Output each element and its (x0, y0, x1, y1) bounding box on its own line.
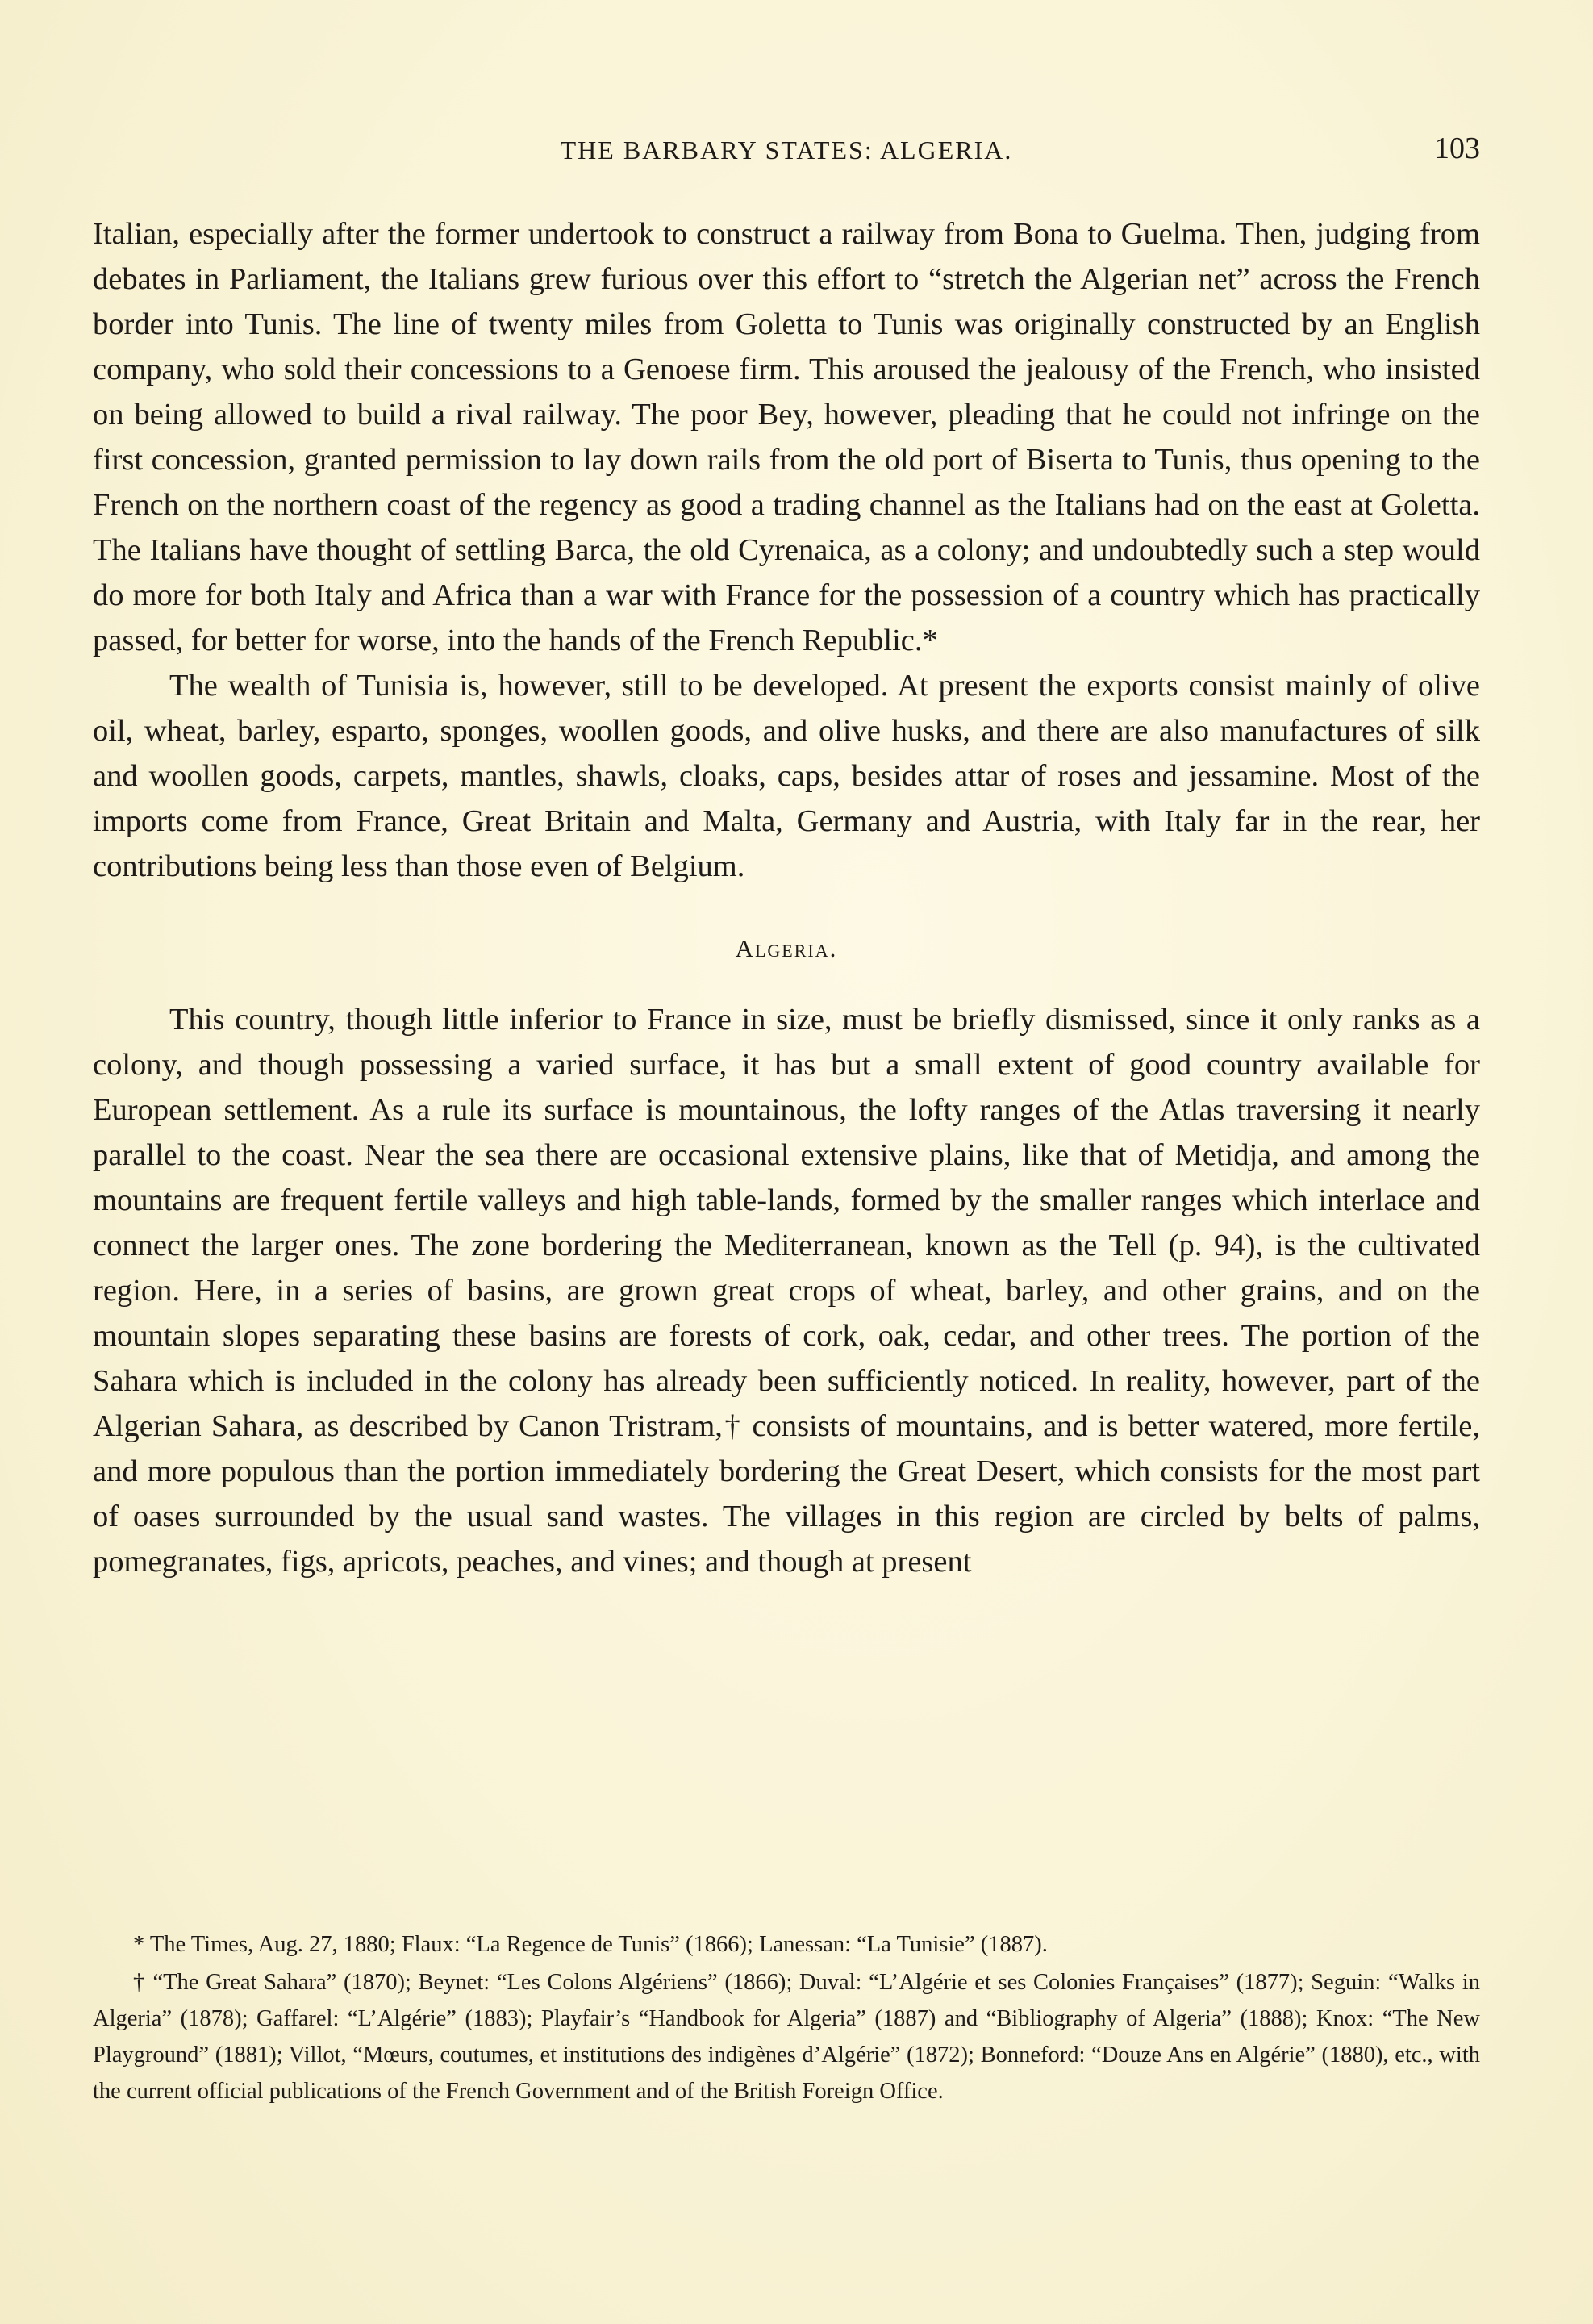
footnote-dagger: † “The Great Sahara” (1870); Beynet: “Les Colons Algériens” (1866); Duval: “L’Algérie et ses Colonies Françaises” (1877); Seguin: “Walks in Algeria” (1878); Gaffarel: “L’Algérie” (1883); Playfair’s “Handbook for Algeria” (1887) and “Bibliography of Algeria” (1888); Knox: “The New Playground” (1881); Villot, “Mœurs, coutumes, et institutions des indigènes d’Algérie” (1872); Bonneford: “Douze Ans en Algérie” (1880), etc., with the current official publications of the French Government and of the British Foreign Office. (93, 1970, 1480, 2104)
page-number: 103 (1434, 131, 1480, 165)
paragraph-italian-railway: Italian, especially after the former undertook to construct a railway from Bona to Guelma. Then, judging from debates in Parliament, the Italians grew furious over this effort to “stretch the Algerian net” across the French border into Tunis. The line of twenty miles from Goletta to Tunis was originally constructed by an English company, who sold their concessions to a Genoese firm. This aroused the jealousy of the French, who insisted on being allowed to build a rival railway. The poor Bey, however, pleading that he could not infringe on the first concession, granted permission to lay down rails from the old port of Biserta to Tunis, thus opening to the French on the northern coast of the regency as good a trading channel as the Italians had on the east at Goletta. The Italians have thought of settling Barca, the old Cyrenaica, as a colony; and undoubtedly such a step would do more for both Italy and Africa than a war with France for the possession of a country which has practically passed, for better for worse, into the hands of the French Republic.* (93, 217, 1480, 657)
footnote-asterisk: * The Times, Aug. 27, 1880; Flaux: “La Regence de Tunis” (1866); Lanessan: “La Tunisie” (1887). (133, 1932, 1048, 1957)
page-header (93, 131, 1480, 177)
paragraph-algeria: This country, though little inferior to France in size, must be briefly dismissed, since it only ranks as a colony, and though possessing a varied surface, it has but a small extent of good country available for European settlement. As a rule its surface is mountainous, the lofty ranges of the Atlas traversing it nearly parallel to the coast. Near the sea there are occasional extensive plains, like that of Metidja, and among the mountains are frequent fertile valleys and high table-lands, formed by the smaller ranges which interlace and connect the larger ones. The zone bordering the Mediterranean, known as the Tell (p. 94), is the cultivated region. Here, in a series of basins, are grown great crops of wheat, barley, and other grains, and on the mountain slopes separating these basins are forests of cork, oak, cedar, and other trees. The portion of the Sahara which is included in the colony has already been sufficiently noticed. In reality, however, part of the Algerian Sahara, as described by Canon Tristram,† consists of mountains, and is better watered, more fertile, and more populous than the portion immediately bordering the Great Desert, which consists for the most part of oases surrounded by the usual sand wastes. The villages in this region are circled by belts of palms, pomegranates, figs, apricots, peaches, and vines; and though at present (93, 1003, 1480, 1579)
section-heading-algeria: Algeria. (735, 934, 838, 962)
paragraph-tunisia-wealth: The wealth of Tunisia is, however, still to be developed. At present the exports consist mainly of olive oil, wheat, barley, esparto, sponges, woollen goods, and olive husks, and there are also manufactures of silk and woollen goods, carpets, mantles, shawls, cloaks, caps, besides attar of roses and jessamine. Most of the imports come from France, Great Britain and Malta, Germany and Austria, with Italy far in the rear, her contributions being less than those even of Belgium. (93, 669, 1480, 883)
footnotes (93, 1926, 1480, 2111)
running-title: THE BARBARY STATES: ALGERIA. (560, 136, 1013, 165)
body-text (93, 211, 1480, 1584)
